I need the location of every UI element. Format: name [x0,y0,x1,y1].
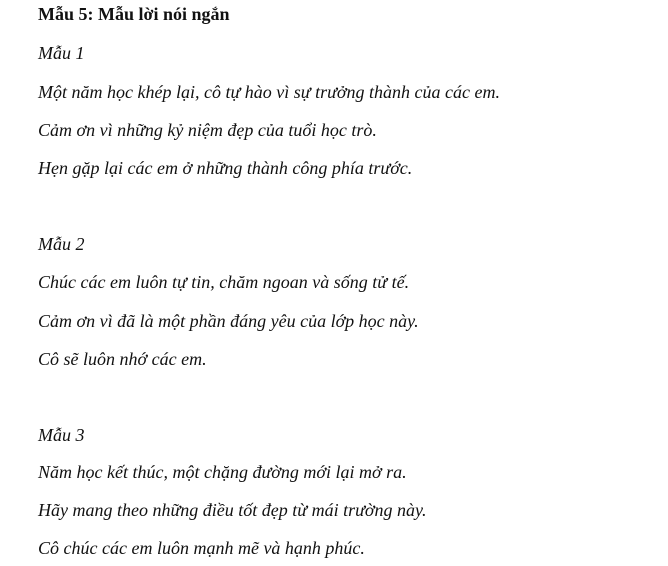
sample-2-label: Mẫu 2 [38,234,85,254]
sample-3-line-2: Hãy mang theo những điều tốt đẹp từ mái trường này. [38,500,427,520]
sample-1-line-1: Một năm học khép lại, cô tự hào vì sự trưởng thành của các em. [38,82,500,102]
sample-1-line-3: Hẹn gặp lại các em ở những thành công phía trước. [38,158,413,178]
sample-1-label: Mẫu 1 [38,43,85,63]
sample-3-label: Mẫu 3 [38,425,85,445]
sample-2-line-1: Chúc các em luôn tự tin, chăm ngoan và sống tử tế. [38,272,410,292]
sample-3-line-1: Năm học kết thúc, một chặng đường mới lại mở ra. [38,462,407,482]
sample-1-line-2: Cảm ơn vì những kỷ niệm đẹp của tuổi học trò. [38,120,377,140]
sample-3-line-3: Cô chúc các em luôn mạnh mẽ và hạnh phúc. [38,538,365,558]
sample-2-line-3: Cô sẽ luôn nhớ các em. [38,349,207,369]
section-heading: Mẫu 5: Mẫu lời nói ngắn [38,4,230,24]
sample-2-line-2: Cảm ơn vì đã là một phần đáng yêu của lớp học này. [38,311,419,331]
